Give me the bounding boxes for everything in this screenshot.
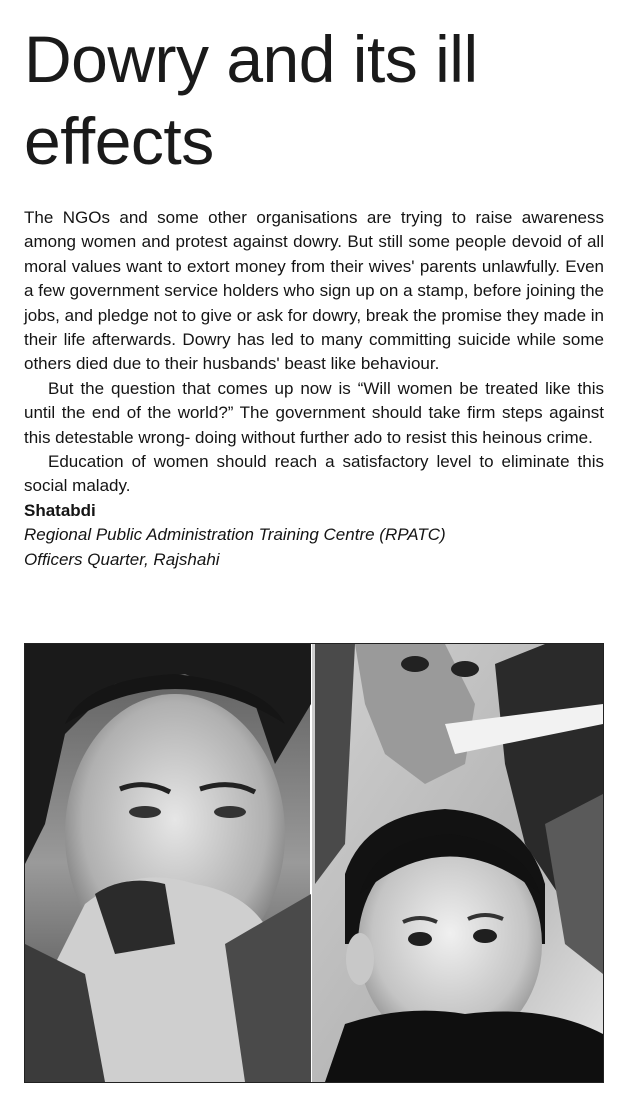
author-name: Shatabdi (24, 500, 96, 520)
headline: Dowry and its ill effects (24, 22, 478, 178)
author-affiliation-line1: Regional Public Administration Training Centre (RPATC) (24, 525, 446, 545)
article-body (24, 206, 604, 572)
photo-illustration (25, 644, 603, 1082)
paragraph-2: But the question that comes up now is “Will women be treated like this until the end of the world?” The government should take firm steps against this detestable wrong- doing without further ado to resist this heinous crime. (24, 378, 604, 447)
author-affiliation-line2: Officers Quarter, Rajshahi (24, 549, 220, 569)
article-photo (24, 643, 604, 1083)
paragraph-1: The NGOs and some other organisations are trying to raise awareness among women and protest against dowry. But still some people devoid of all moral values want to extort money from their wives' parents unlawfully. Even a few government service holders who sign up on a stamp, before joining the jobs, and pledge not to give or ask for dowry, break the promise they made in their life afterwards. Dowry has led to many committing suicide while some others died due to their husbands' beast like behaviour. (24, 208, 604, 374)
paragraph-3: Education of women should reach a satisfactory level to eliminate this social malady. (24, 452, 604, 496)
left-woman-figure (25, 644, 311, 1082)
